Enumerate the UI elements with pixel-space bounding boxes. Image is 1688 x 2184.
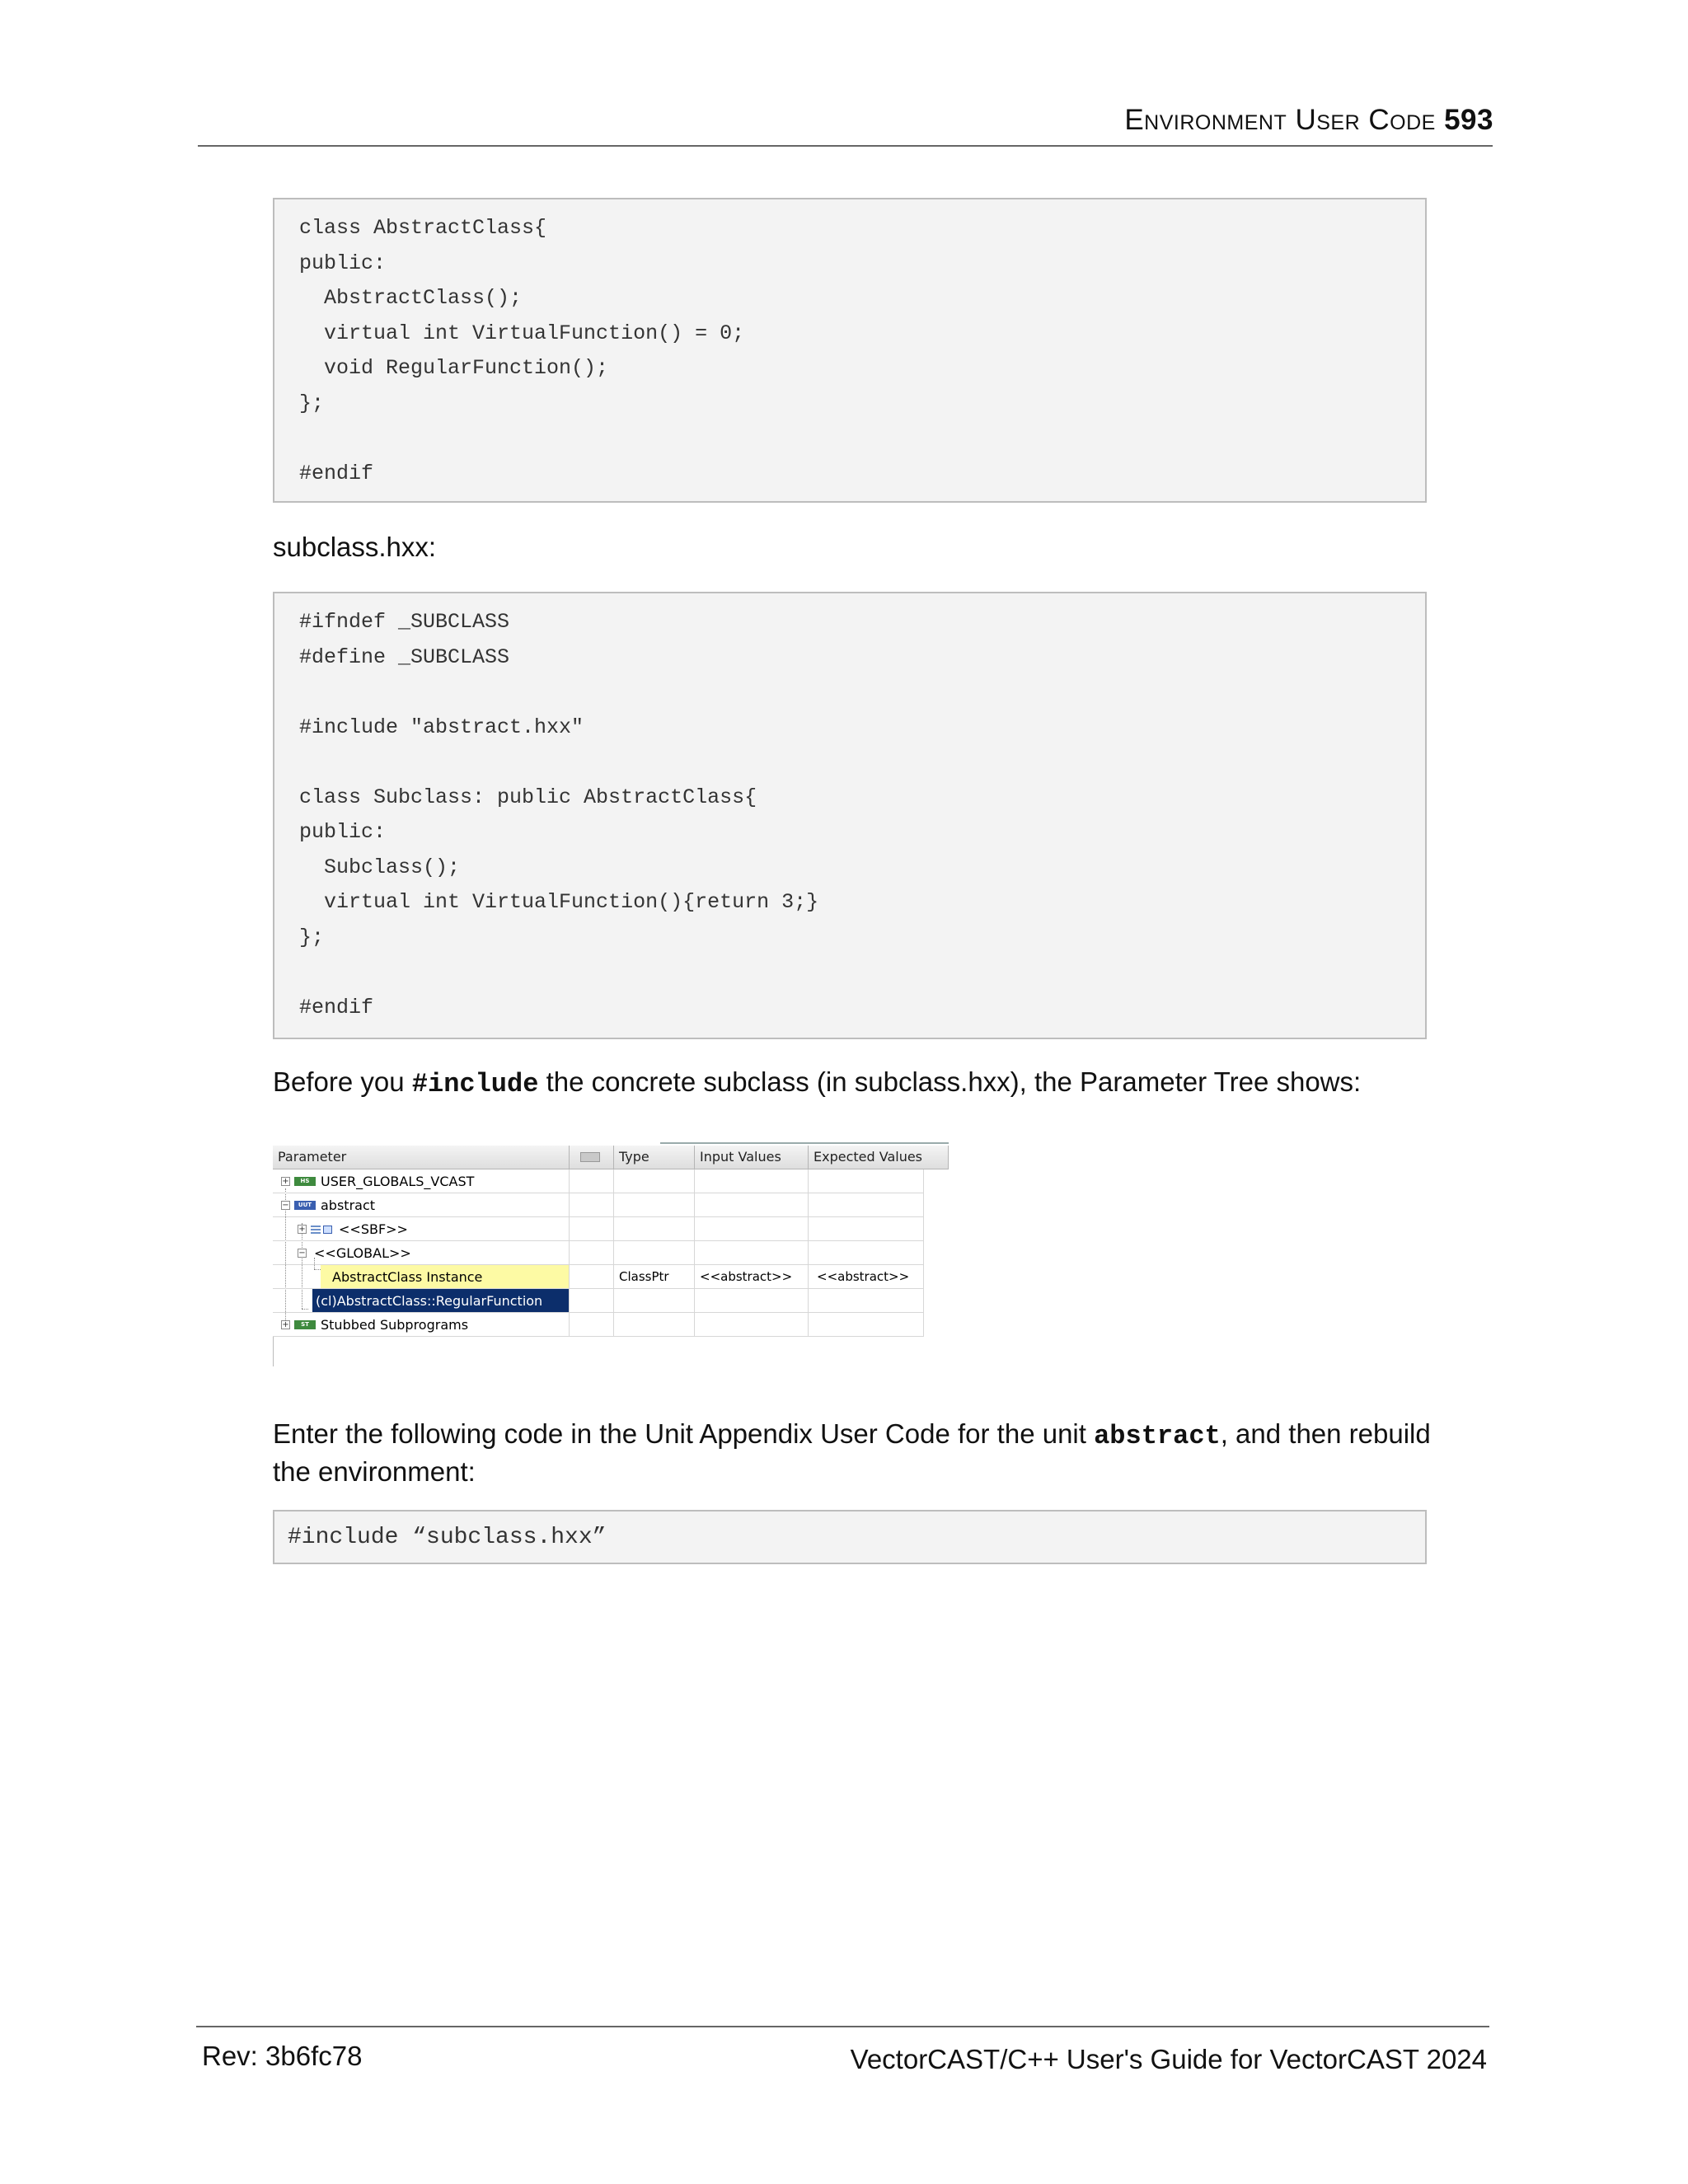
code-text: #ifndef _SUBCLASS #define _SUBCLASS #include "abstract.hxx" class Subclass: public AbstractClass{ public: Subclass(); virtual int VirtualFunction(){return 3;} }; #endif (299, 610, 819, 1019)
inline-code: abstract (1094, 1421, 1221, 1451)
unit-tag-icon: HS (294, 1177, 316, 1186)
code-block-abstract (273, 198, 1427, 503)
footer-guide-title: VectorCAST/C++ User's Guide for VectorCAST 2024 (850, 2044, 1487, 2074)
type-value: ClassPtr (619, 1269, 669, 1284)
stub-tag-icon: ST (294, 1320, 316, 1329)
col-print[interactable] (570, 1146, 614, 1169)
tree-row[interactable] (273, 1193, 932, 1217)
tree-row-label: USER_GLOBALS_VCAST (321, 1174, 475, 1189)
tree-row[interactable] (273, 1289, 932, 1313)
expected-value[interactable]: <<abstract>> (817, 1269, 910, 1284)
tree-row[interactable] (273, 1217, 932, 1241)
collapse-icon[interactable]: − (282, 1201, 289, 1210)
tree-row-label: abstract (321, 1197, 376, 1213)
expand-icon[interactable]: + (282, 1177, 289, 1186)
code-text: class AbstractClass{ public: AbstractClass(); virtual int VirtualFunction() = 0; void RegularFunction(); }; #endif (299, 216, 745, 485)
header-rule (198, 145, 1493, 147)
code-block-subclass (273, 592, 1427, 1039)
header-title: Environment User Code 593 (1124, 104, 1493, 136)
parameter-tree-screenshot (273, 1142, 949, 1366)
tree-row[interactable] (273, 1265, 932, 1289)
window-edge (660, 1142, 949, 1144)
tree-row[interactable] (273, 1313, 932, 1337)
col-type[interactable]: Type (614, 1146, 695, 1169)
enter-paragraph: Enter the following code in the Unit Appendix User Code for the unit abstract, and then rebuild the environment: (273, 1418, 1431, 1487)
footer-rule (196, 2026, 1489, 2027)
subprogram-icon (311, 1225, 334, 1234)
col-input-values[interactable]: Input Values (695, 1146, 809, 1169)
collapse-icon[interactable]: − (298, 1249, 306, 1258)
tree-row[interactable] (273, 1241, 932, 1265)
tree-row-label: Stubbed Subprograms (321, 1317, 469, 1333)
inline-code: #include (411, 1069, 539, 1099)
footer-revision: Rev: 3b6fc78 (202, 2041, 363, 2071)
window-left-edge (273, 1337, 274, 1366)
tree-row-label: AbstractClass Instance (332, 1269, 483, 1285)
expand-icon[interactable]: + (282, 1320, 289, 1329)
code-block-include (273, 1510, 1427, 1564)
tree-row-label: <<SBF>> (339, 1221, 408, 1237)
code-text: #include “subclass.hxx” (288, 1525, 607, 1550)
tree-row-label: (cl)AbstractClass::RegularFunction (316, 1293, 543, 1309)
input-value[interactable]: <<abstract>> (700, 1269, 793, 1284)
tree-header (273, 1146, 949, 1169)
tree-row-label: <<GLOBAL>> (314, 1245, 411, 1261)
subclass-label: subclass.hxx: (273, 532, 437, 562)
expand-icon[interactable]: + (298, 1225, 306, 1234)
page-number: 593 (1444, 104, 1493, 136)
unit-tag-icon: UUT (294, 1201, 316, 1210)
printer-icon (580, 1152, 600, 1162)
col-parameter[interactable]: Parameter (273, 1146, 570, 1169)
col-expected-values[interactable]: Expected Values (809, 1146, 949, 1169)
before-paragraph: Before you #include the concrete subclass (in subclass.hxx), the Parameter Tree shows: (273, 1066, 1362, 1099)
tree-row[interactable] (273, 1169, 932, 1193)
